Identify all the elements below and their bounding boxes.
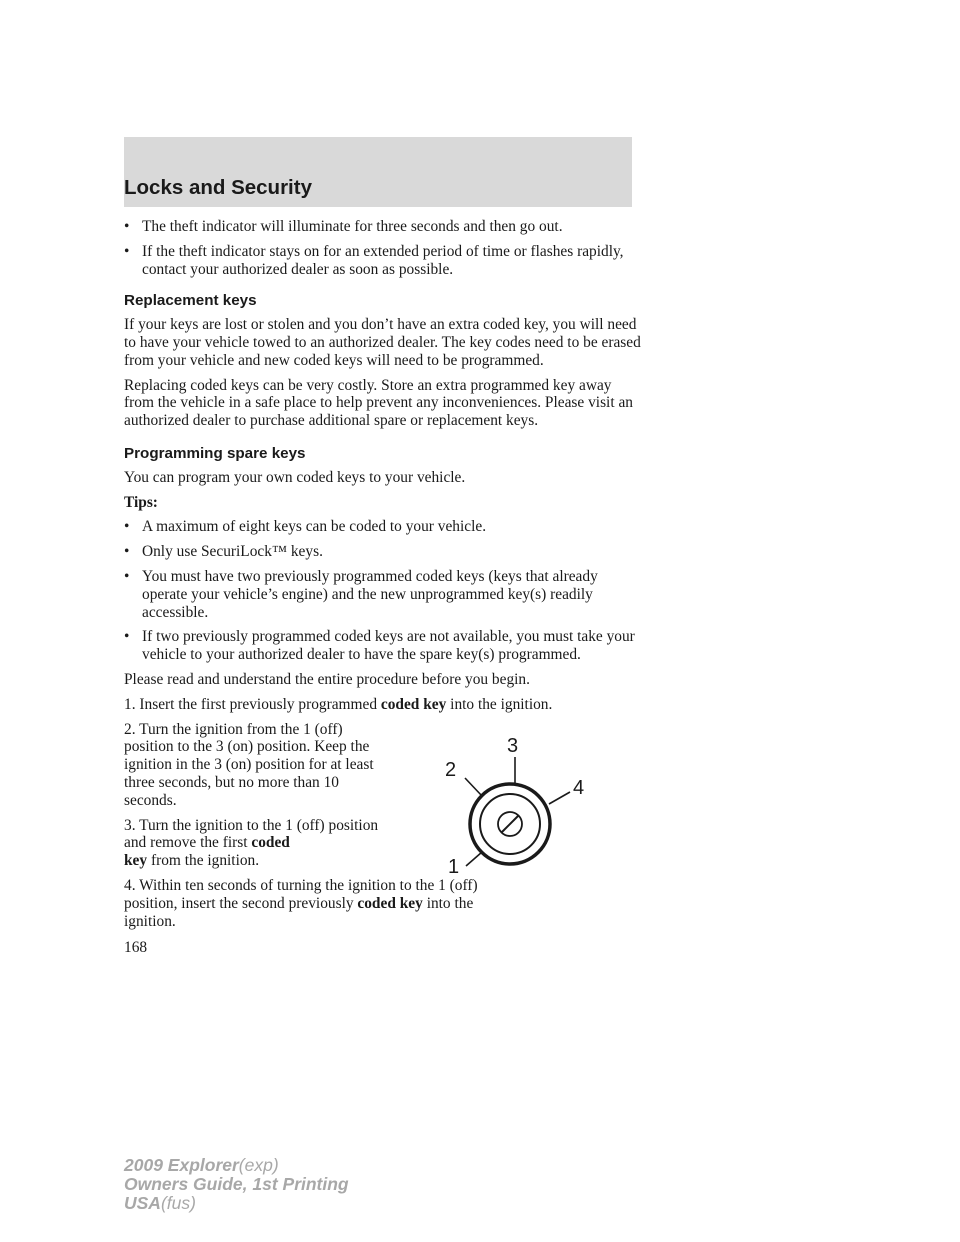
tips-label: Tips:: [124, 493, 158, 511]
position-label-1: 1: [448, 856, 460, 878]
step-4: 4. Within ten seconds of turning the ignition to the 1 (off) position, insert the second previously coded key into the ignition.: [124, 876, 478, 930]
paragraph: You can program your own coded keys to your vehicle.: [124, 468, 466, 486]
step-3: 3. Turn the ignition to the 1 (off) position and remove the first coded key from the ignition.: [124, 816, 379, 870]
page-number: 168: [124, 939, 148, 956]
paragraph: Replacing coded keys can be very costly. Store an extra programmed key away from the vehicle in a safe place to help prevent any inconveniences. Please visit an authorized dealer to purchase additional spare or replacement keys.: [124, 376, 633, 430]
bullet-icon: •: [124, 543, 130, 561]
print-footer: 2009 Explorer(exp) Owners Guide, 1st Printing USA(fus): [124, 1155, 349, 1213]
leader-line-4: [549, 792, 570, 804]
position-label-4: 4: [573, 777, 585, 799]
leader-line-1: [466, 852, 482, 866]
heading-programming-spare-keys: Programming spare keys: [124, 444, 306, 462]
paragraph: If your keys are lost or stolen and you don’t have an extra coded key, you will need to have your vehicle towed to an authorized dealer. The key codes need to be erased from your vehicle and new coded keys will need to be programmed.: [124, 316, 641, 369]
keyhole-slot: [502, 816, 518, 832]
bullet-item: • If the theft indicator stays on for an extended period of time or flashes rapidly, contact your authorized dealer as soon as possible.: [124, 242, 624, 278]
bullet-icon: •: [124, 518, 130, 536]
paragraph: Please read and understand the entire procedure before you begin.: [124, 670, 530, 688]
step-1: 1. Insert the first previously programmed coded key into the ignition.: [124, 695, 553, 713]
bullet-icon: •: [124, 567, 130, 585]
position-label-2: 2: [445, 759, 457, 781]
tip-item: • If two previously programmed coded keys are not available, you must take your vehicle to your authorized dealer to have the spare key(s) programmed.: [124, 628, 635, 664]
tip-item: • Only use SecuriLock™ keys.: [124, 543, 323, 561]
step-2: 2. Turn the ignition from the 1 (off) position to the 3 (on) position. Keep the ignition in the 3 (on) position for at least three seconds, but no more than 10 seconds.: [124, 720, 374, 809]
bullet-icon: •: [124, 628, 130, 646]
position-label-3: 3: [507, 735, 519, 757]
bullet-item: • The theft indicator will illuminate for three seconds and then go out.: [124, 218, 563, 235]
bullet-icon: •: [124, 242, 130, 260]
heading-replacement-keys: Replacement keys: [124, 292, 257, 310]
ignition-positions-diagram: [440, 728, 590, 888]
tip-item: • You must have two previously programmed coded keys (keys that already operate your vehicle’s engine) and the new unprogrammed key(s) readily accessible.: [124, 567, 598, 621]
section-title: Locks and Security: [124, 176, 312, 199]
tip-item: • A maximum of eight keys can be coded to your vehicle.: [124, 518, 487, 536]
leader-line-2: [465, 778, 482, 796]
bullet-icon: •: [124, 218, 130, 235]
